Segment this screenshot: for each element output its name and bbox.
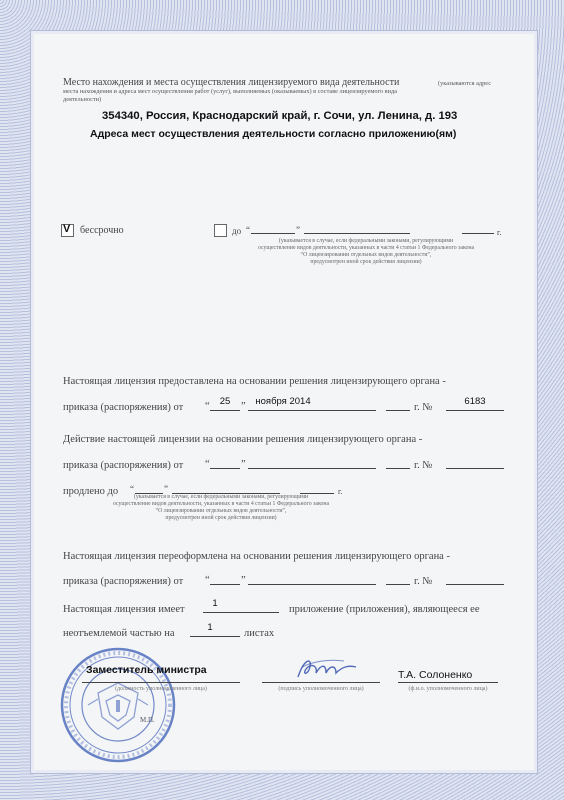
quote: “ bbox=[205, 459, 210, 470]
appendix-sheets: 1 bbox=[207, 622, 213, 633]
check-mark-icon: V bbox=[63, 223, 71, 235]
location-note: (указываются адрес bbox=[438, 80, 492, 87]
number-label: г. № bbox=[414, 460, 433, 471]
quote: “ bbox=[130, 484, 134, 494]
granted-year-line bbox=[386, 410, 410, 411]
appendix-sheets-text-a: неотъемлемой частью на bbox=[63, 628, 175, 639]
granted-month-year: ноября 2014 bbox=[255, 396, 311, 407]
validity-basis: Действие настоящей лицензии на основании решения лицензирующего органа - bbox=[63, 434, 423, 445]
extended-label: продлено до bbox=[63, 486, 119, 497]
address: 354340, Россия, Краснодарский край, г. Сочи, ул. Ленина, д. 193 bbox=[102, 110, 458, 122]
quote: ” bbox=[296, 225, 300, 235]
location-note: деятельности) bbox=[63, 96, 102, 103]
until-label: до bbox=[232, 226, 242, 236]
reissued-basis: Настоящая лицензия переоформлена на основании решения лицензирующего органа - bbox=[63, 551, 450, 562]
until-day-line bbox=[251, 233, 295, 234]
number-label: г. № bbox=[414, 402, 433, 413]
until-year-line bbox=[462, 233, 494, 234]
appendix-sheets-text-b: листах bbox=[244, 628, 275, 639]
quote: “ bbox=[205, 401, 210, 412]
appendix-text-b: приложение (приложения), являющееся ее bbox=[289, 604, 480, 615]
granted-basis: Настоящая лицензия предоставлена на основании решения лицензирующего органа - bbox=[63, 376, 446, 387]
validity-number-line bbox=[446, 468, 504, 469]
granted-number: 6183 bbox=[464, 396, 486, 407]
term-note: (указывается в случае, если федеральными законами, регулирующими осуществление видов деятельности, указанных в части 4 статьи 1 Федерального закона “О лицензировании отдельных видов деятельности”, предусмотрен иной срок действия лицензии) bbox=[257, 238, 475, 265]
validity-day-line bbox=[210, 468, 240, 469]
signature-caption: (подпись уполномоченного лица) bbox=[278, 686, 364, 692]
position-caption: (должность уполномоченного лица) bbox=[115, 686, 207, 692]
signature-line bbox=[262, 682, 380, 683]
reissued-year-line bbox=[386, 584, 410, 585]
quote: ” bbox=[241, 401, 246, 412]
official-seal-icon bbox=[58, 645, 178, 765]
name-line bbox=[398, 682, 498, 683]
appendix-count: 1 bbox=[212, 598, 218, 609]
reissued-month-line bbox=[248, 584, 376, 585]
reissued-order-label: приказа (распоряжения) от bbox=[63, 576, 184, 587]
position-line bbox=[82, 682, 240, 683]
appendix-sheets-line bbox=[190, 636, 240, 637]
number-label: г. № bbox=[414, 576, 433, 587]
unlimited-checkbox bbox=[61, 224, 74, 237]
validity-order-label: приказа (распоряжения) от bbox=[63, 460, 184, 471]
validity-month-line bbox=[248, 468, 376, 469]
quote: “ bbox=[246, 225, 250, 235]
stamp-mark: М.П. bbox=[140, 716, 155, 724]
signatory-position: Заместитель министра bbox=[86, 664, 207, 676]
extended-note: (указывается в случае, если федеральными законами, регулирующими осуществление видов деятельности, указанных в части 4 статьи 1 Федерального закона “О лицензировании отдельных видов деятельности”, предусмотрен иной срок действия лицензии) bbox=[112, 494, 330, 521]
granted-day: 25 bbox=[219, 396, 231, 407]
appendix-text-a: Настоящая лицензия имеет bbox=[63, 604, 185, 615]
validity-year-line bbox=[386, 468, 410, 469]
granted-order-label: приказа (распоряжения) от bbox=[63, 402, 184, 413]
quote: ” bbox=[241, 459, 246, 470]
addresses-reference: Адреса мест осуществления деятельности согласно приложению(ям) bbox=[90, 128, 457, 140]
unlimited-label: бессрочно bbox=[80, 225, 124, 236]
appendix-count-line bbox=[203, 612, 279, 613]
year-suffix: г. bbox=[497, 228, 502, 237]
year-suffix: г. bbox=[338, 487, 343, 496]
granted-day-line bbox=[210, 410, 240, 411]
granted-number-line bbox=[446, 410, 504, 411]
quote: ” bbox=[164, 484, 168, 494]
until-checkbox bbox=[214, 224, 227, 237]
quote: “ bbox=[205, 575, 210, 586]
reissued-day-line bbox=[210, 584, 240, 585]
reissued-number-line bbox=[446, 584, 504, 585]
name-caption: (ф.и.о. уполномоченного лица) bbox=[408, 686, 488, 692]
until-month-line bbox=[304, 233, 410, 234]
signature-icon bbox=[292, 653, 362, 683]
granted-month-line bbox=[248, 410, 376, 411]
signatory-name: Т.А. Солоненко bbox=[398, 669, 473, 681]
location-heading: Место нахождения и места осуществления лицензируемого вида деятельности bbox=[63, 77, 400, 88]
location-note: места нахождения и адреса мест осуществления работ (услуг), выполняемых (оказываемых) в составе лицензируемого вида bbox=[63, 88, 397, 95]
quote: ” bbox=[241, 575, 246, 586]
